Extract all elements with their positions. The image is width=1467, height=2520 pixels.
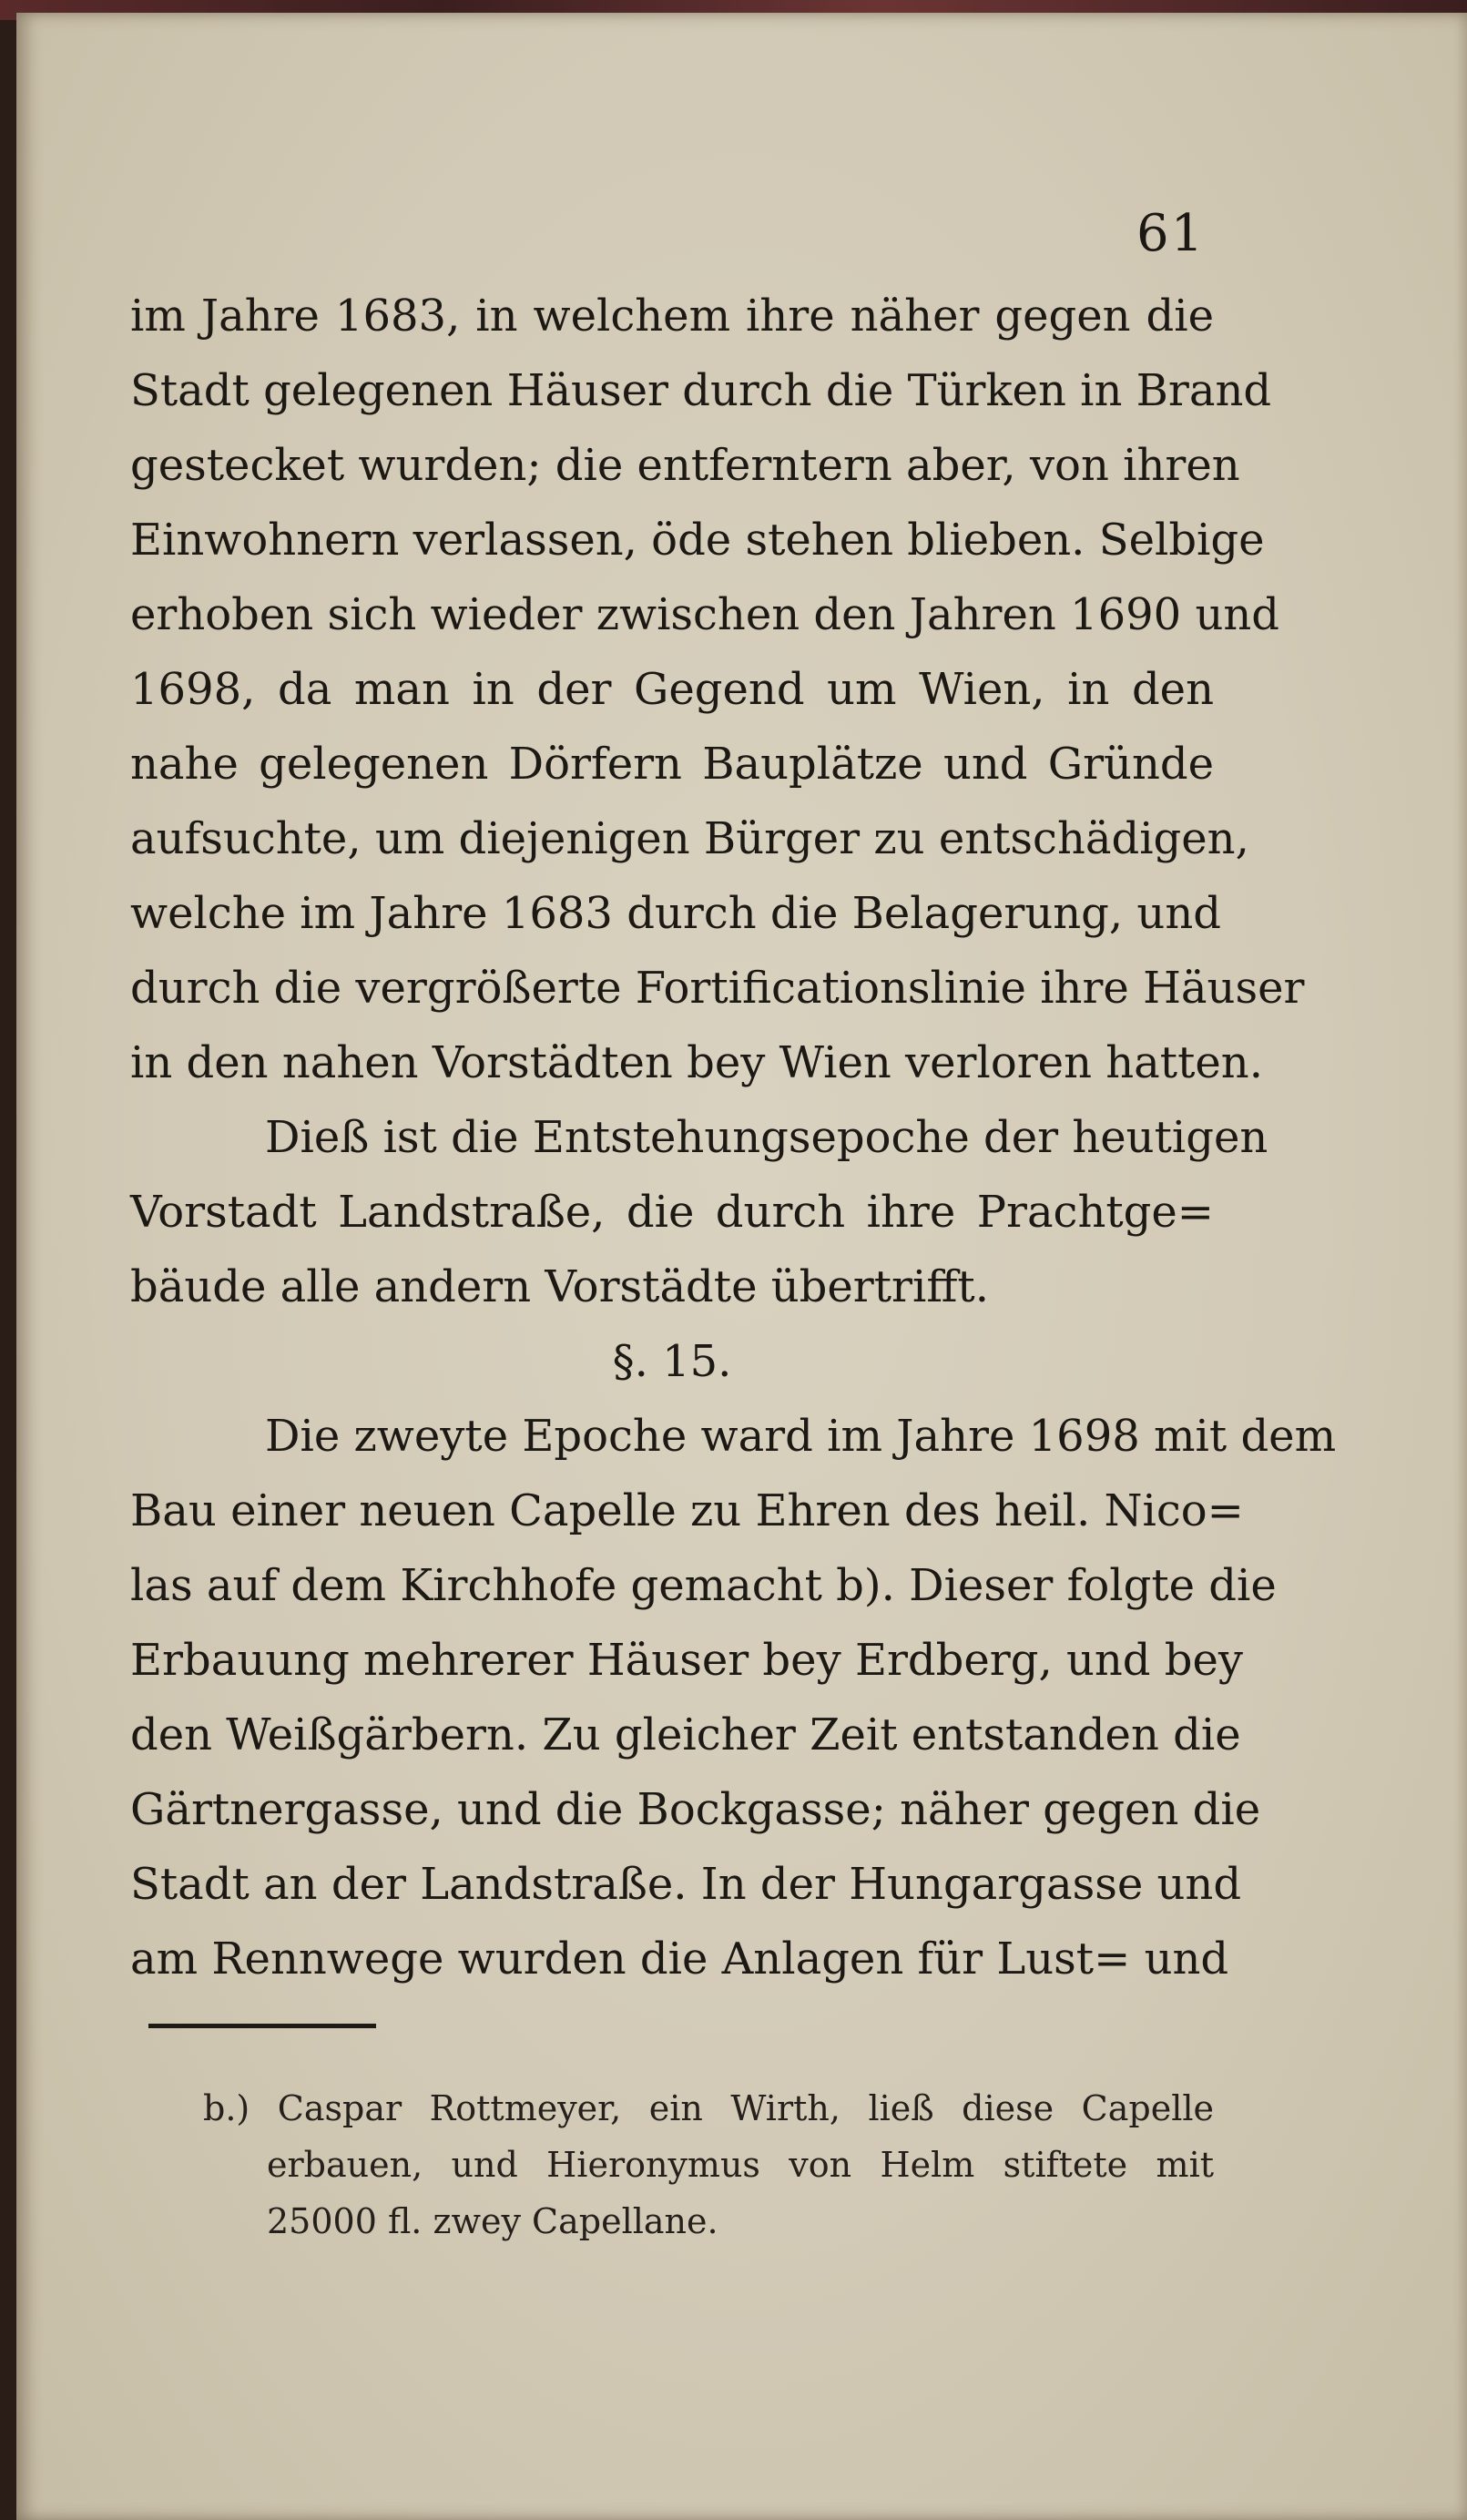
body-text — [130, 279, 1337, 1996]
footnote — [203, 2080, 1214, 2250]
text-line: durch die vergrößerte Fortificationslinie ihre Häuser — [130, 963, 1305, 1014]
footnote-line: erbauen, und Hieronymus von Helm stiftete mit — [267, 2145, 1214, 2185]
text-line: Erbauung mehrerer Häuser bey Erdberg, und bey — [130, 1635, 1244, 1686]
text-line: bäude alle andern Vorstädte übertrifft. — [130, 1261, 989, 1312]
paragraph-start-line: Die zweyte Epoche ward im Jahre 1698 mit dem — [265, 1411, 1337, 1462]
text-line: in den nahen Vorstädten bey Wien verloren hatten. — [130, 1037, 1263, 1088]
page-number: 61 — [1136, 204, 1206, 263]
paragraph-start-line: Dieß ist die Entstehungsepoche der heutigen — [265, 1112, 1268, 1163]
text-line: welche im Jahre 1683 durch die Belagerung, und — [130, 888, 1221, 939]
text-line: Stadt gelegenen Häuser durch die Türken in Brand — [130, 365, 1272, 416]
text-line: Gärtnergasse, und die Bockgasse; näher gegen die — [130, 1784, 1261, 1835]
text-line: den Weißgärbern. Zu gleicher Zeit entstanden die — [130, 1709, 1241, 1760]
text-line: nahe gelegenen Dörfern Bauplätze und Gründe — [130, 739, 1214, 790]
text-line: im Jahre 1683, in welchem ihre näher gegen die — [130, 291, 1214, 342]
text-line: Einwohnern verlassen, öde stehen blieben. Selbige — [130, 515, 1265, 566]
text-line: las auf dem Kirchhofe gemacht b). Dieser folgte die — [130, 1560, 1277, 1611]
footnote-line: b.) Caspar Rottmeyer, ein Wirth, ließ diese Capelle — [203, 2088, 1214, 2128]
text-line: 1698, da man in der Gegend um Wien, in den — [130, 664, 1214, 715]
section-heading: §. 15. — [612, 1336, 732, 1387]
footnote-line: 25000 fl. zwey Capellane. — [267, 2201, 718, 2241]
text-line: gestecket wurden; die entferntern aber, von ihren — [130, 440, 1240, 491]
footnote-divider — [148, 2024, 376, 2028]
text-line: erhoben sich wieder zwischen den Jahren 1690 und — [130, 589, 1279, 640]
book-page — [16, 13, 1467, 2520]
text-line: am Rennwege wurden die Anlagen für Lust= und — [130, 1933, 1229, 1984]
text-line: Bau einer neuen Capelle zu Ehren des heil. Nico= — [130, 1485, 1244, 1536]
text-line: aufsuchte, um diejenigen Bürger zu entschädigen, — [130, 813, 1249, 864]
text-line: Stadt an der Landstraße. In der Hungargasse und — [130, 1859, 1242, 1910]
text-line: Vorstadt Landstraße, die durch ihre Prachtge= — [130, 1187, 1214, 1238]
